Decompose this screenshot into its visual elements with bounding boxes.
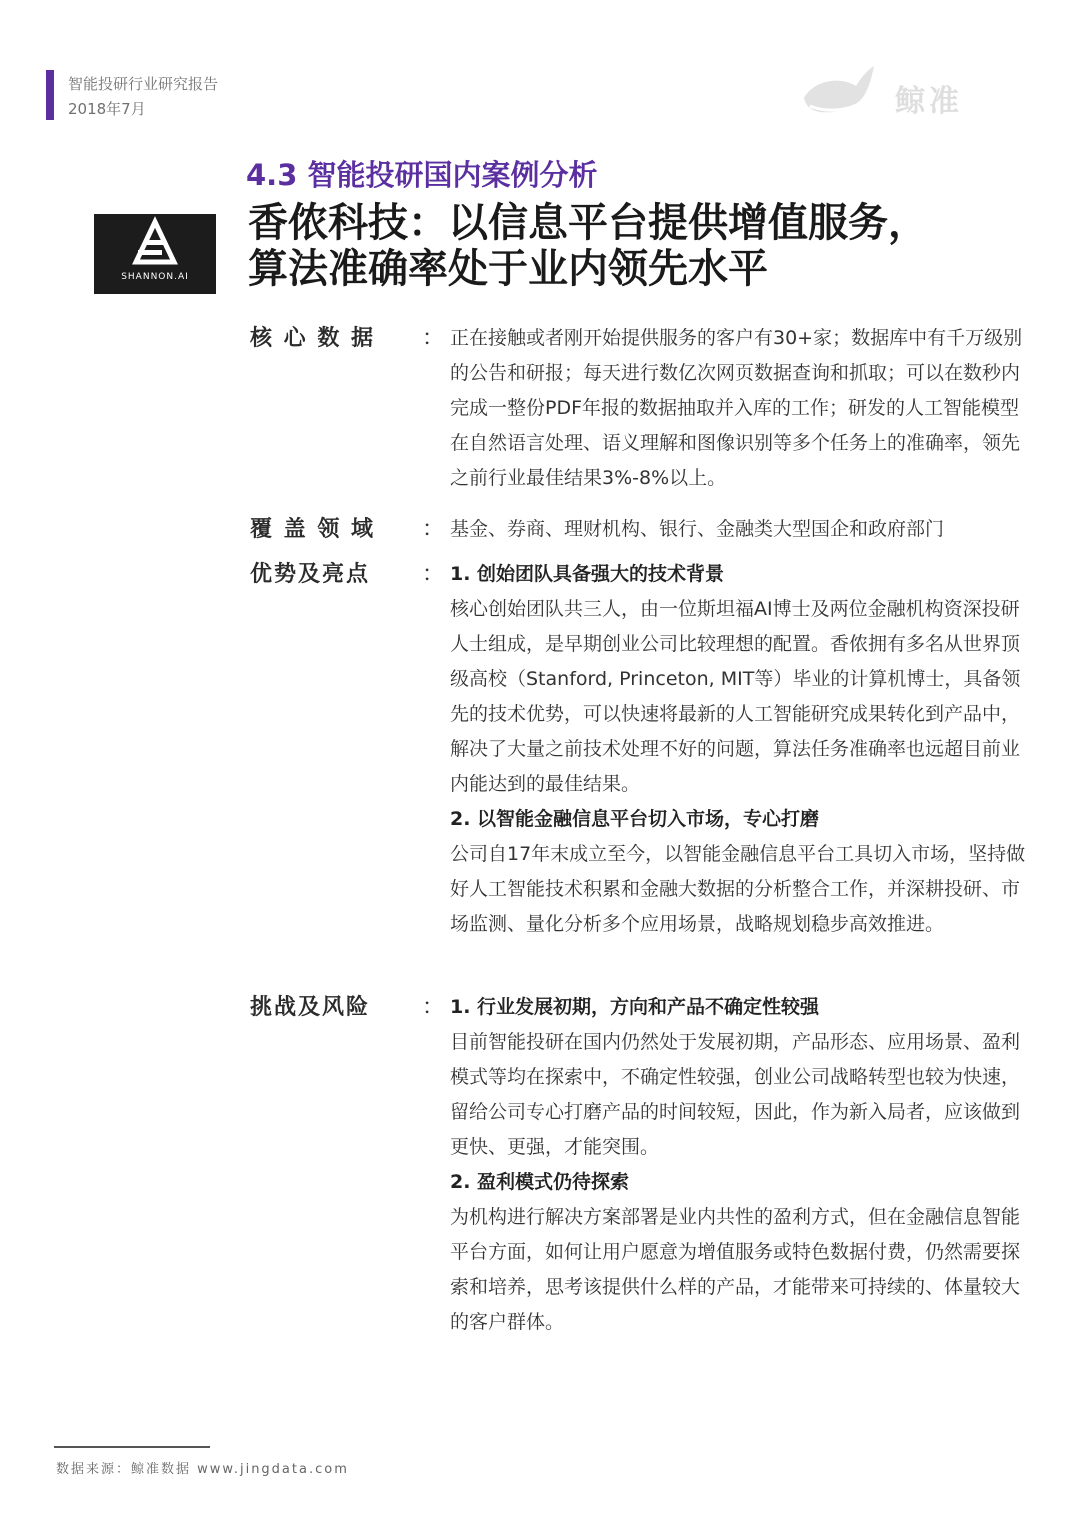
company-headline — [248, 200, 1048, 292]
company-headline-line1: 香侬科技：以信息平台提供增值服务， — [248, 200, 928, 246]
row-colon: ： — [422, 517, 445, 542]
brand-logo — [800, 62, 990, 124]
advantage-2-title: 2. 以智能金融信息平台切入市场，专心打磨 — [450, 808, 820, 830]
header-accent-bar — [46, 70, 54, 120]
footer-divider — [54, 1446, 210, 1448]
company-logo-text: SHANNON.AI — [121, 272, 189, 282]
whale-icon — [800, 62, 890, 122]
company-logo — [94, 214, 216, 294]
row-label-coverage: 覆 盖 领 域 — [250, 517, 375, 542]
row-content-risks — [450, 990, 1035, 1340]
risk-1-title: 1. 行业发展初期，方向和产品不确定性较强 — [450, 996, 820, 1018]
risk-1-text: 目前智能投研在国内仍然处于发展初期，产品形态、应用场景、盈利模式等均在探索中，不确定性较强，创业公司战略转型也较为快速，留给公司专心打磨产品的时间较短，因此，作为新入局者，应该做到更快、更强，才能突围。 — [450, 1031, 1021, 1158]
report-date: 2018年7月 — [68, 100, 146, 118]
row-content-advantages — [450, 557, 1035, 942]
row-content-coverage: 基金、券商、理财机构、银行、金融类大型国企和政府部门 — [450, 518, 945, 540]
advantage-2-text: 公司自17年末成立至今，以智能金融信息平台工具切入市场，坚持做好人工智能技术积累和金融大数据的分析整合工作，并深耕投研、市场监测、量化分析多个应用场景，战略规划稳步高效推进。 — [450, 843, 1026, 935]
risk-2-text: 为机构进行解决方案部署是业内共性的盈利方式，但在金融信息智能平台方面，如何让用户愿意为增值服务或特色数据付费，仍然需要探索和培养，思考该提供什么样的产品，才能带来可持续的、体量较大的客户群体。 — [450, 1206, 1021, 1333]
row-colon: ： — [422, 995, 445, 1020]
footer-source: 数据来源：鲸准数据 www.jingdata.com — [56, 1462, 349, 1477]
advantage-1-title: 1. 创始团队具备强大的技术背景 — [450, 563, 725, 585]
row-label-risks: 挑战及风险 — [250, 995, 371, 1020]
report-meta — [68, 72, 218, 122]
risk-2-title: 2. 盈利模式仍待探索 — [450, 1171, 630, 1193]
company-headline-line2: 算法准确率处于业内领先水平 — [248, 246, 768, 292]
row-content-core-data: 正在接触或者刚开始提供服务的客户有30+家；数据库中有千万级别的公告和研报；每天进行数亿次网页数据查询和抓取；可以在数秒内完成一整份PDF年报的数据抽取并入库的工作；研发的人工智能模型在自然语言处理、语义理解和图像识别等多个任务上的准确率，领先之前行业最佳结果3%-8%以上。 — [450, 327, 1023, 489]
report-title: 智能投研行业研究报告 — [68, 75, 219, 93]
row-colon: ： — [422, 326, 445, 351]
shannon-logo-icon — [94, 214, 216, 270]
row-label-advantages: 优势及亮点 — [250, 562, 371, 587]
advantage-1-text: 核心创始团队共三人，由一位斯坦福AI博士及两位金融机构资深投研人士组成，是早期创业公司比较理想的配置。香侬拥有多名从世界顶级高校（Stanford, Princeton, MIT等）毕业的计算机博士，具备领先的技术优势，可以快速将最新的人工智能研究成果转化到产品中，解决了大量之前技术处理不好的问题，算法任务准确率也远超目前业内能达到的最佳结果。 — [450, 598, 1021, 795]
section-title: 4.3 智能投研国内案例分析 — [246, 158, 598, 192]
row-label-core-data: 核 心 数 据 — [250, 326, 375, 351]
row-colon: ： — [422, 562, 445, 587]
brand-name: 鲸准 — [895, 84, 963, 119]
